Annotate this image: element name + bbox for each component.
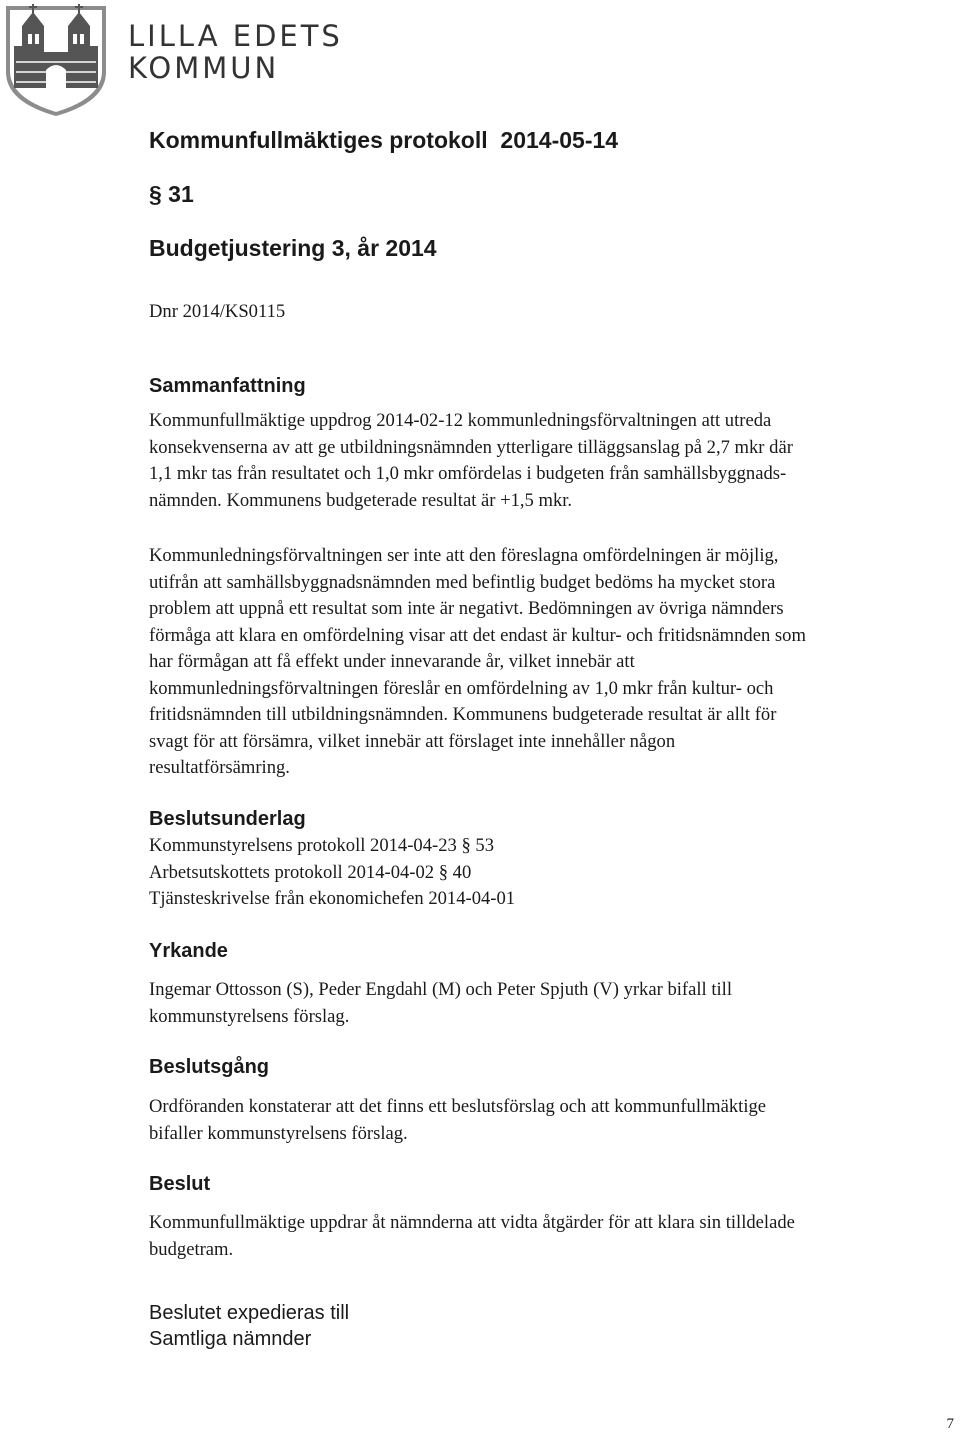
text-line: Ingemar Ottosson (S), Peder Engdahl (M) och Peter Spjuth (V) yrkar bifall till xyxy=(149,979,732,1000)
text-line: Kommunfullmäktige uppdrog 2014-02-12 kommunledningsförvaltningen att utreda xyxy=(149,410,772,431)
document-title: Kommunfullmäktiges protokoll 2014-05-14 xyxy=(149,127,619,153)
section-heading-sammanfattning: Sammanfattning xyxy=(149,375,306,397)
expedieras-recipient: Samtliga nämnder xyxy=(149,1328,312,1350)
text-line: resultatförsämring. xyxy=(149,757,290,778)
text-line: svagt för att försämra, vilket innebär att förslaget inte innehåller någon xyxy=(149,730,676,752)
section-heading-beslutsunderlag: Beslutsunderlag xyxy=(149,808,306,830)
beslutsunderlag-list xyxy=(149,833,960,913)
summary-paragraph-2 xyxy=(149,543,960,782)
beslutsgang-text xyxy=(149,1094,960,1147)
logo-line-2: KOMMUN xyxy=(128,51,280,85)
text-line: kommunstyrelsens förslag. xyxy=(149,1005,350,1027)
logo-line-1: LILLA EDETS xyxy=(128,19,343,53)
section-heading-beslut: Beslut xyxy=(149,1173,211,1195)
list-item: Kommunstyrelsens protokoll 2014-04-23 § 53 xyxy=(149,835,494,856)
section-heading-beslutsgang: Beslutsgång xyxy=(149,1056,270,1078)
text-line: nämnden. Kommunens budgeterade resultat är +1,5 mkr. xyxy=(149,489,573,511)
text-line: Kommunfullmäktige uppdrar åt nämnderna att vidta åtgärder för att klara sin tilldelade xyxy=(149,1212,795,1233)
text-line: konsekvenserna av att ge utbildningsnämnden ytterligare tilläggsanslag på 2,7 mkr där xyxy=(149,436,793,458)
summary-paragraph-1 xyxy=(149,408,960,514)
logo-wordmark xyxy=(128,20,343,84)
beslut-text xyxy=(149,1210,960,1263)
section-heading-yrkande: Yrkande xyxy=(149,940,228,962)
text-line: budgetram. xyxy=(149,1238,234,1260)
paragraph-number: § 31 xyxy=(149,181,194,207)
text-line: har förmågan att få effekt under innevarande år, vilket innebär att xyxy=(149,651,635,672)
text-line: utifrån att samhällsbyggnadsnämnden med befintlig budget bedöms ha mycket stora xyxy=(149,571,776,593)
text-line: fritidsnämnden till utbildningsnämnden. Kommunens budgeterade resultat är allt för xyxy=(149,704,777,725)
text-line: Ordföranden konstaterar att det finns ett beslutsförslag och att kommunfullmäktige xyxy=(149,1096,767,1117)
page-number: 7 xyxy=(946,1416,954,1432)
header-logo xyxy=(0,0,343,120)
text-line: kommunledningsförvaltningen föreslår en omfördelning av 1,0 mkr från kultur- och xyxy=(149,677,774,699)
text-line: bifaller kommunstyrelsens förslag. xyxy=(149,1122,408,1144)
yrkande-text xyxy=(149,977,960,1030)
text-line: 1,1 mkr tas från resultatet och 1,0 mkr omfördelas i budgeten från samhällsbyggnads- xyxy=(149,463,787,484)
subject-heading: Budgetjustering 3, år 2014 xyxy=(149,235,437,261)
expedieras-heading: Beslutet expedieras till xyxy=(149,1302,350,1324)
municipal-crest-icon xyxy=(2,2,110,118)
text-line: Kommunledningsförvaltningen ser inte att den föreslagna omfördelningen är möjlig, xyxy=(149,545,779,566)
list-item: Arbetsutskottets protokoll 2014-04-02 § 40 xyxy=(149,861,472,883)
text-line: förmåga att klara en omfördelning visar att det endast är kultur- och fritidsnämnden som xyxy=(149,624,806,646)
text-line: problem att uppnå ett resultat som inte är negativt. Bedömningen av övriga nämnders xyxy=(149,598,784,619)
registration-number: Dnr 2014/KS0115 xyxy=(149,301,286,322)
list-item: Tjänsteskrivelse från ekonomichefen 2014-04-01 xyxy=(149,888,516,909)
